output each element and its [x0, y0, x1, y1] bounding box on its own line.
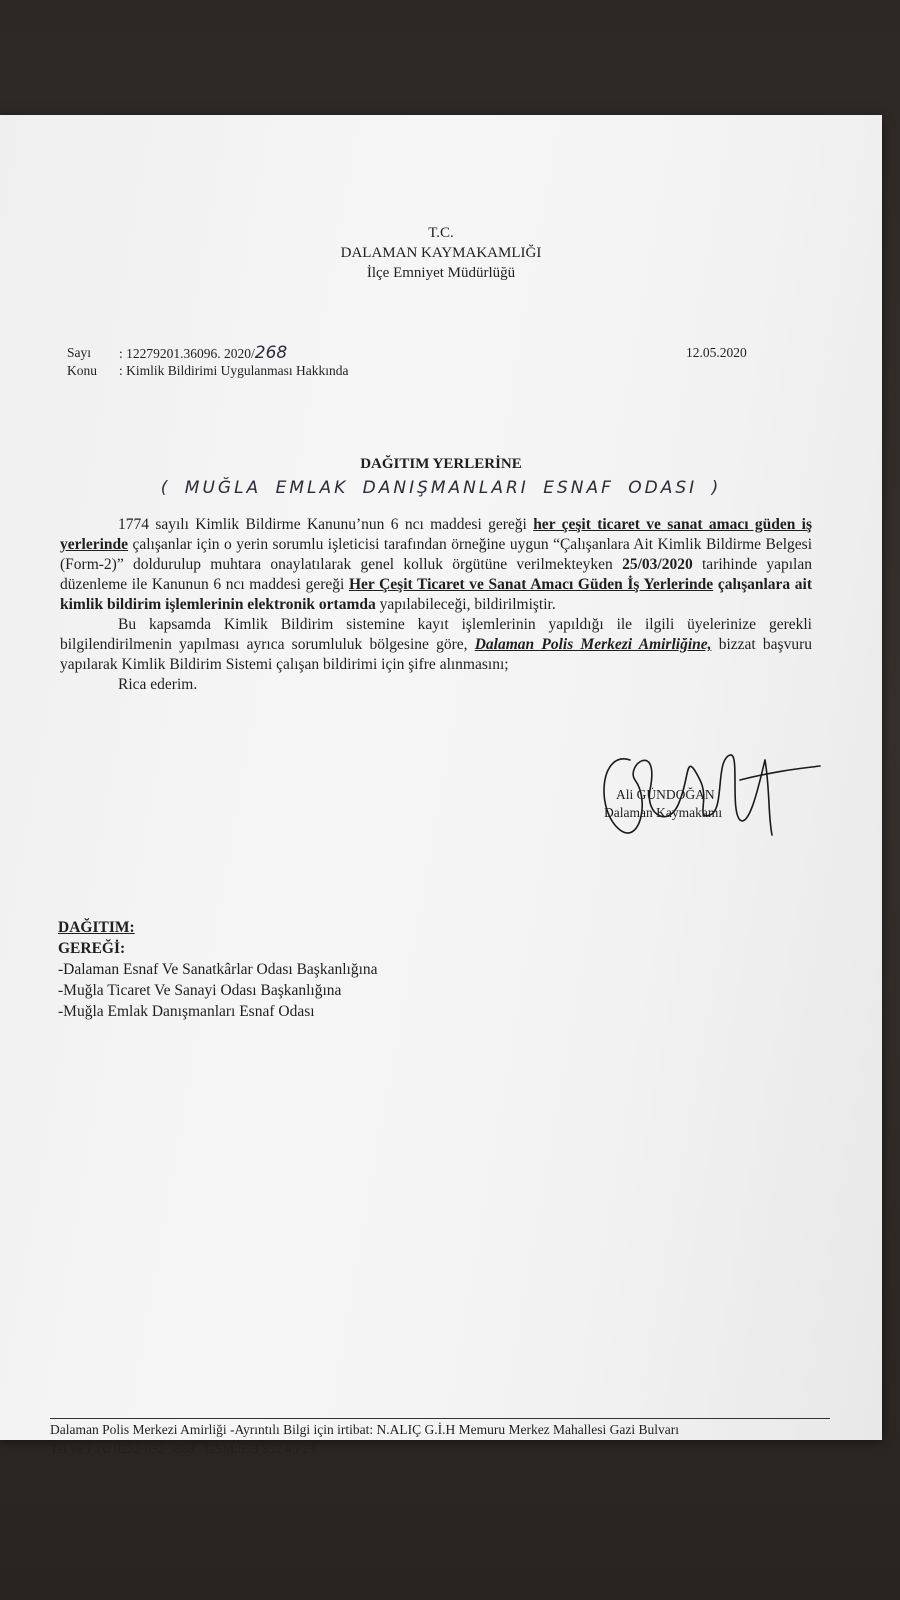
recipient-handwritten: ( MUĞLA EMLAK DANIŞMANLARI ESNAF ODASI ) — [160, 478, 722, 498]
letter-body — [60, 515, 812, 695]
signatory-name: Ali GÜNDOĞAN — [616, 787, 715, 802]
konu-value: : Kimlik Bildirimi Uygulanması Hakkında — [119, 363, 349, 378]
p2-text-c: bizzat başvuru yapılarak Kimlik Bildirim Sistemi çalışan bildirimi için şifre alınmasını; — [60, 636, 813, 673]
p1-text-c: çalışanlar için o yerin sorumlu işleticisi tarafından örneğine uygun “Çalışanlara Ait Kimlik Bildirme Belgesi (Form-2)” doldurulup muhtara onaylatılarak genel kolluk örgütüne verilmekteyken — [60, 536, 812, 573]
document-page — [0, 115, 882, 1456]
paragraph-2 — [60, 615, 812, 675]
footer-phone: Tel ve Fax: 0252 692 5888 –GSM:553 352 45 29 — [50, 1441, 316, 1456]
sayi-label: Sayı — [67, 345, 92, 360]
distribution-item: -Muğla Ticaret Ve Sanayi Odası Başkanlığına — [58, 982, 342, 999]
signature-block — [590, 720, 830, 860]
p1-emphasis-electronic: çalışanlara ait kimlik bildirim işlemlerinin elektronik ortamda — [60, 576, 813, 613]
p1-text-a: 1774 sayılı Kimlik Bildirme Kanunu’nun 6 ncı maddesi gereği — [118, 516, 534, 533]
sayi-value — [119, 344, 287, 363]
p1-emphasis-workplaces-caps: Her Çeşit Ticaret ve Sanat Amacı Güden İş Yerlerinde — [348, 576, 714, 593]
header-tc: T.C. — [428, 225, 454, 241]
p1-date: 25/03/2020 — [622, 556, 693, 573]
distribution-item: -Muğla Emlak Danışmanları Esnaf Odası — [58, 1003, 315, 1020]
distribution-subtitle: GEREĞİ: — [58, 940, 126, 957]
distribution-label: DAĞITIM: — [58, 919, 135, 936]
paragraph-1 — [60, 515, 812, 615]
document-date: 12.05.2020 — [686, 345, 747, 360]
header-department: İlçe Emniyet Müdürlüğü — [366, 265, 516, 281]
distribution-item: -Dalaman Esnaf Ve Sanatkârlar Odası Başkanlığına — [58, 961, 378, 978]
p1-text-e: tarihinde yapılan düzenleme ile Kanunun 6 ncı maddesi gereği — [60, 556, 812, 593]
recipient-title: DAĞITIM YERLERİNE — [360, 456, 522, 472]
header-institution: DALAMAN KAYMAKAMLIĞI — [340, 245, 542, 261]
sayi-handwritten: 268 — [254, 343, 288, 363]
paragraph-3: Rica ederim. — [118, 676, 198, 693]
footer-contact: Dalaman Polis Merkezi Amirliği -Ayrıntılı Bilgi için irtibat: N.ALIÇ G.İ.H Memuru Merkez Mahallesi Gazi Bulvarı — [50, 1422, 680, 1437]
signatory-title: Dalaman Kaymakamı — [604, 805, 723, 820]
distribution-block — [58, 917, 378, 1022]
footer-divider — [50, 1418, 830, 1419]
p1-emphasis-workplaces: her çeşit ticaret ve sanat amacı güden iş yerlerinde — [60, 516, 812, 553]
sayi-number: : 12279201.36096. 2020/ — [119, 346, 255, 361]
konu-label: Konu — [67, 363, 97, 378]
footer — [50, 1420, 679, 1458]
p1-text-i: yapılabileceği, bildirilmiştir. — [375, 596, 556, 613]
p2-emphasis-police: Dalaman Polis Merkezi Amirliğine, — [474, 636, 712, 653]
p2-text-a: Bu kapsamda Kimlik Bildirim sistemine kayıt işlemlerinin yapıldığı ile ilgili üyelerinize gerekli bilgilendirilmenin yapılması ayrıca sorumluluk bölgesine göre, — [60, 616, 812, 653]
